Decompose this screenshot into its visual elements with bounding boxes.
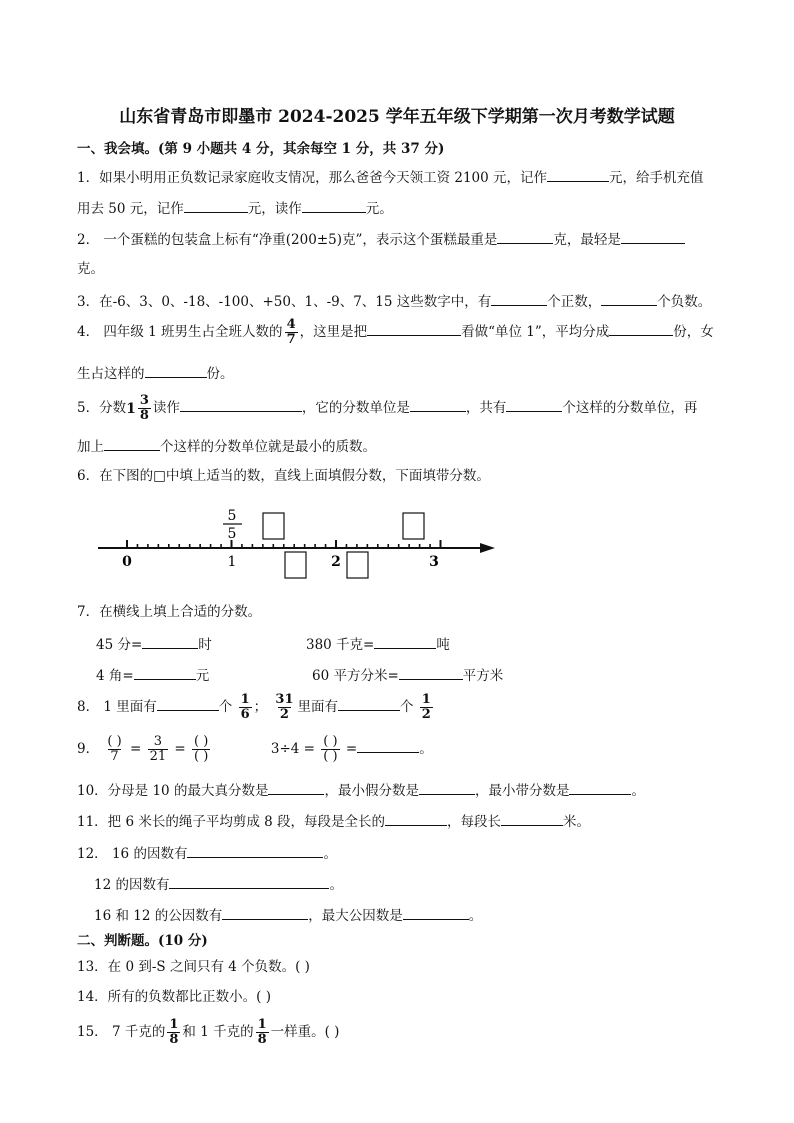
- answer-blank[interactable]: [410, 397, 466, 412]
- question-8: 8． 1 里面有 个 $\frac{1}{6}$ ； $\frac{31}{2}$ 里面有 个 $\frac{1}{2}$: [77, 692, 431, 722]
- page-title: 山东省青岛市即墨市 2024-2025 学年五年级下学期第一次月考数学试题: [119, 107, 675, 127]
- question-15: 15． 7 千克的 $\frac{1}{8}$ 和 1 千克的 $\frac{1}{8}$ 一样重。( ): [77, 1017, 340, 1047]
- answer-blank[interactable]: [104, 436, 160, 451]
- answer-blank[interactable]: [268, 780, 324, 795]
- answer-blank[interactable]: [621, 229, 685, 244]
- mixed-number: 1 $\frac{3}{8}$: [126, 393, 149, 423]
- question-14: 14．所有的负数都比正数小。( ): [77, 989, 272, 1005]
- answer-blank[interactable]: [501, 811, 563, 826]
- answer-box-below[interactable]: [285, 552, 306, 578]
- fraction-blank[interactable]: $\frac{( )}{7}$: [107, 734, 122, 764]
- answer-blank[interactable]: [374, 634, 436, 649]
- question-7: 7．在横线上填上合适的分数。: [77, 604, 262, 620]
- answer-blank[interactable]: [491, 291, 547, 306]
- question-5-line-2: 加上 个这样的分数单位就是最小的质数。: [77, 436, 376, 456]
- fraction: $\frac{1}{8}$: [257, 1017, 267, 1047]
- question-4-line-1: 4． 四年级 1 班男生占全班人数的 $\frac{4}{7}$ ，这里是把 看做“单位 1”，平均分成 份，女: [77, 317, 714, 347]
- fraction: $\frac{1}{6}$: [240, 692, 250, 722]
- tick-label-0: 0: [122, 554, 132, 570]
- question-7-row-1-left: 45 分= 时: [96, 634, 212, 654]
- answer-blank[interactable]: [419, 780, 475, 795]
- answer-blank[interactable]: [569, 780, 631, 795]
- question-12-line-3: 16 和 12 的公因数有 ，最大公因数是 。: [94, 905, 482, 925]
- question-2-line-1: 2． 一个蛋糕的包装盒上标有“净重(200±5)克”，表示这个蛋糕最重是 克，最轻是: [77, 229, 685, 249]
- question-9: 9． $\frac{( )}{7}$ = $\frac{3}{21}$ = $\frac{( )}{( )}$ 3÷4 = $\frac{( )}{( )}$ = 。: [77, 734, 433, 764]
- answer-blank[interactable]: [338, 696, 400, 711]
- arrow-head-icon: [480, 543, 495, 553]
- fraction: $\frac{1}{8}$: [169, 1017, 179, 1047]
- answer-blank[interactable]: [506, 397, 562, 412]
- tick-label-2: 2: [331, 554, 341, 570]
- question-6: 6．在下图的□中填上适当的数，直线上面填假分数，下面填带分数。: [77, 468, 490, 484]
- section-1-heading: 一、我会填。(第 9 小题共 4 分，其余每空 1 分，共 37 分): [77, 141, 445, 157]
- question-5-line-1: 5．分数 1 $\frac{3}{8}$ 读作 ，它的分数单位是 ，共有 个这样的分数单位，再: [77, 393, 698, 423]
- question-12-line-1: 12． 16 的因数有 。: [77, 843, 337, 863]
- answer-blank[interactable]: [302, 198, 366, 213]
- fraction: $\frac{4}{7}$: [286, 317, 296, 347]
- answer-blank[interactable]: [403, 905, 469, 920]
- question-1-line-2: 用去 50 元，记作 元，读作 元。: [77, 198, 393, 218]
- fraction-denominator: 5: [227, 526, 237, 542]
- number-line-figure: [90, 500, 510, 590]
- question-12-line-2: 12 的因数有 。: [94, 874, 343, 894]
- answer-blank[interactable]: [157, 696, 219, 711]
- fraction-blank[interactable]: $\frac{( )}{( )}$: [323, 734, 338, 764]
- answer-blank[interactable]: [169, 874, 329, 889]
- question-4-line-2: 生占这样的 份。: [77, 363, 234, 383]
- question-7-row-2-right: 60 平方分米= 平方米: [312, 665, 503, 685]
- answer-blank[interactable]: [399, 665, 463, 680]
- answer-blank[interactable]: [180, 397, 302, 412]
- question-1-line-1: 1．如果小明用正负数记录家庭收支情况，那么爸爸今天领工资 2100 元，记作 元，给手机充值: [77, 167, 704, 187]
- answer-blank[interactable]: [601, 291, 657, 306]
- answer-blank[interactable]: [184, 198, 248, 213]
- fraction: $\frac{31}{2}$: [275, 692, 294, 722]
- tick-label-3: 3: [429, 554, 439, 570]
- question-2-line-2: 克。: [77, 261, 104, 277]
- answer-blank[interactable]: [222, 905, 308, 920]
- fraction-blank[interactable]: $\frac{( )}{( )}$: [194, 734, 209, 764]
- question-10: 10．分母是 10 的最大真分数是 ，最小假分数是 ，最小带分数是 。: [77, 780, 645, 800]
- answer-blank[interactable]: [367, 321, 461, 336]
- fraction: $\frac{1}{2}$: [421, 692, 431, 722]
- question-7-row-1-right: 380 千克= 吨: [306, 634, 450, 654]
- answer-blank[interactable]: [385, 811, 447, 826]
- tick-label-1: 1: [227, 554, 237, 570]
- answer-box-below[interactable]: [347, 552, 368, 578]
- answer-blank[interactable]: [134, 665, 196, 680]
- answer-blank[interactable]: [497, 229, 553, 244]
- answer-blank[interactable]: [142, 634, 198, 649]
- answer-blank[interactable]: [609, 321, 673, 336]
- answer-box-above[interactable]: [263, 513, 284, 539]
- question-11: 11．把 6 米长的绳子平均剪成 8 段，每段是全长的 ，每段长 米。: [77, 811, 590, 831]
- fraction: $\frac{3}{21}$: [149, 734, 167, 764]
- question-7-row-2-left: 4 角= 元: [96, 665, 209, 685]
- fraction-numerator: 5: [227, 508, 237, 524]
- question-3: 3．在-6、3、0、-18、-100、+50、1、-9、7、15 这些数字中，有 个正数， 个负数。: [77, 291, 711, 311]
- answer-box-above[interactable]: [403, 513, 424, 539]
- question-13: 13．在 0 到-S 之间只有 4 个负数。( ): [77, 959, 310, 975]
- answer-blank[interactable]: [357, 738, 419, 753]
- answer-blank[interactable]: [187, 843, 323, 858]
- answer-blank[interactable]: [145, 363, 207, 378]
- section-2-heading: 二、判断题。(10 分): [77, 933, 208, 949]
- answer-blank[interactable]: [547, 167, 609, 182]
